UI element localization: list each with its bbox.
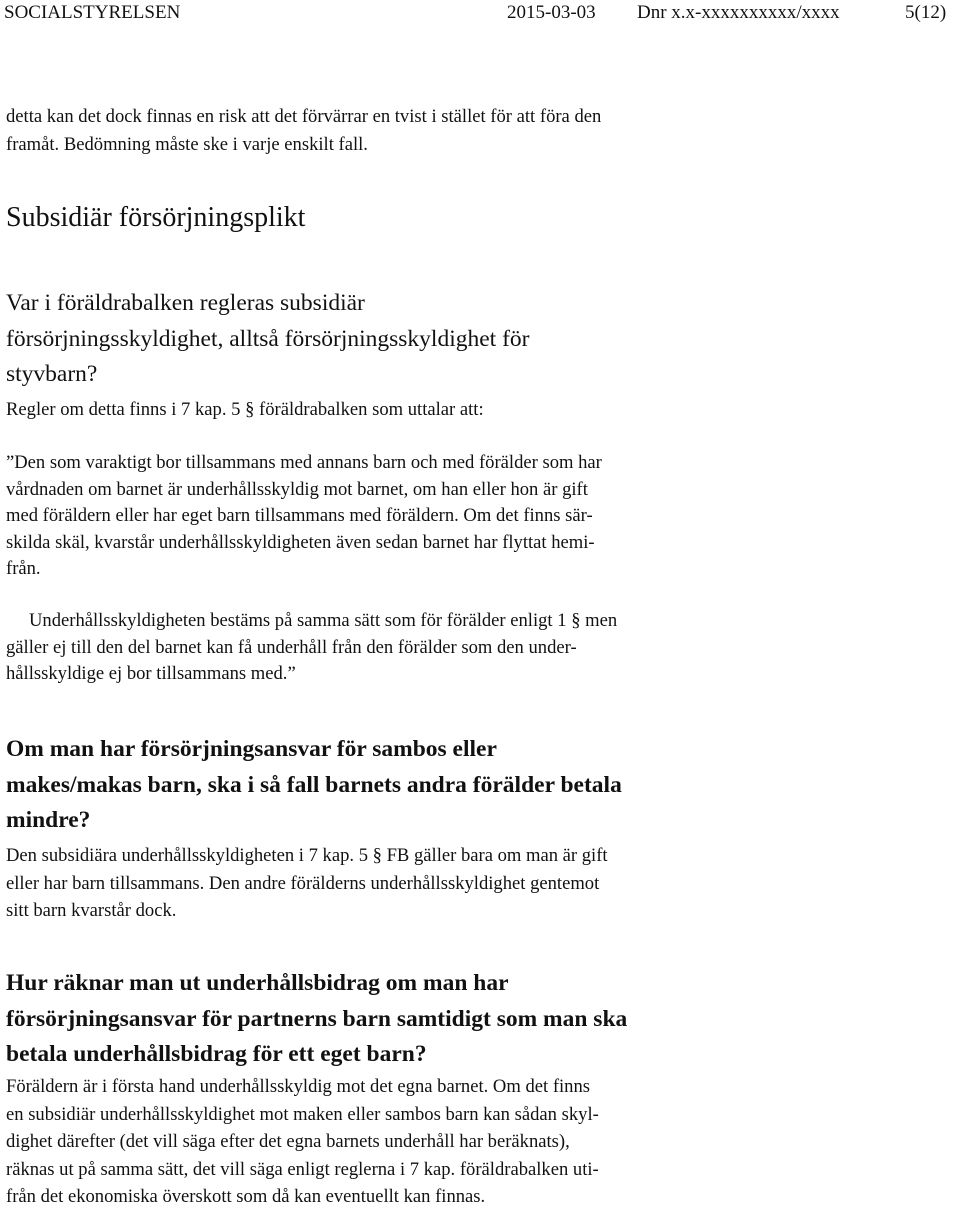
intro-line: framåt. Bedömning måste ske i varje enskilt fall. [6, 133, 368, 155]
page-header [0, 0, 960, 30]
quote-line: vårdnaden om barnet är underhållsskyldig mot barnet, om han eller hon är gift [6, 478, 588, 500]
question-line: Om man har försörjningsansvar för sambos eller [6, 736, 497, 762]
answer-line: från det ekonomiska överskott som då kan eventuellt kan finnas. [6, 1186, 486, 1208]
question-line: styvbarn? [6, 361, 98, 387]
quote-line: gäller ej till den del barnet kan få underhåll från den förälder som den under- [6, 636, 577, 658]
header-dnr: Dnr x.x-xxxxxxxxxx/xxxx [637, 2, 840, 23]
quote-line: ”Den som varaktigt bor tillsammans med annans barn och med förälder som har [6, 452, 602, 473]
answer-line: en subsidiär underhållsskyldighet mot maken eller sambos barn kan sådan skyl- [6, 1103, 599, 1125]
question-heading-2 [6, 732, 946, 839]
question-heading-1 [6, 286, 946, 393]
quote-line: hållsskyldige ej bor tillsammans med.” [6, 663, 296, 684]
header-date: 2015-03-03 [507, 2, 596, 23]
quote-paragraph-2 [6, 608, 946, 688]
quote-line: med föräldern eller har eget barn tillsammans med föräldern. Om det finns sär- [6, 505, 593, 526]
question-line: Var i föräldrabalken regleras subsidiär [6, 290, 365, 316]
question-line: mindre? [6, 807, 91, 833]
question-line: makes/makas barn, ska i så fall barnets andra förälder betala [6, 771, 622, 798]
question-line: Hur räknar man ut underhållsbidrag om man har [6, 970, 509, 996]
question-line: försörjningsskyldighet, alltså försörjningsskyldighet för [6, 325, 530, 352]
question-heading-3 [6, 966, 946, 1073]
answer-line: Föräldern är i första hand underhållsskyldig mot det egna barnet. Om det finns [6, 1076, 591, 1097]
answer-paragraph-3 [6, 1073, 946, 1211]
question-line: betala underhållsbidrag för ett eget barn? [6, 1041, 427, 1067]
quote-paragraph-1 [6, 450, 946, 583]
answer-line: sitt barn kvarstår dock. [6, 900, 177, 922]
intro-line: detta kan det dock finnas en risk att det förvärrar en tvist i stället för att föra den [6, 106, 602, 127]
answer-line: räknas ut på samma sätt, det vill säga enligt reglerna i 7 kap. föräldrabalken uti- [6, 1158, 599, 1180]
answer-line: Den subsidiära underhållsskyldigheten i 7 kap. 5 § FB gäller bara om man är gift [6, 845, 608, 866]
quote-line: från. [6, 558, 41, 579]
header-page-number: 5(12) [905, 2, 947, 23]
question-line: försörjningsansvar för partnerns barn samtidigt som man ska [6, 1005, 628, 1032]
answer-line: eller har barn tillsammans. Den andre förälderns underhållsskyldighet gentemot [6, 872, 600, 894]
answer-paragraph-1: Regler om detta finns i 7 kap. 5 § föräldrabalken som uttalar att: [6, 399, 484, 420]
intro-paragraph [6, 103, 946, 158]
header-org: SOCIALSTYRELSEN [4, 2, 181, 23]
quote-line: Underhållsskyldigheten bestäms på samma sätt som för förälder enligt 1 § men [29, 610, 618, 631]
section-heading: Subsidiär försörjningsplikt [6, 202, 306, 233]
answer-paragraph-2 [6, 842, 946, 925]
answer-line: dighet därefter (det vill säga efter det egna barnets underhåll har beräknats), [6, 1131, 570, 1153]
quote-line: skilda skäl, kvarstår underhållsskyldigheten även sedan barnet har flyttat hemi- [6, 531, 595, 553]
